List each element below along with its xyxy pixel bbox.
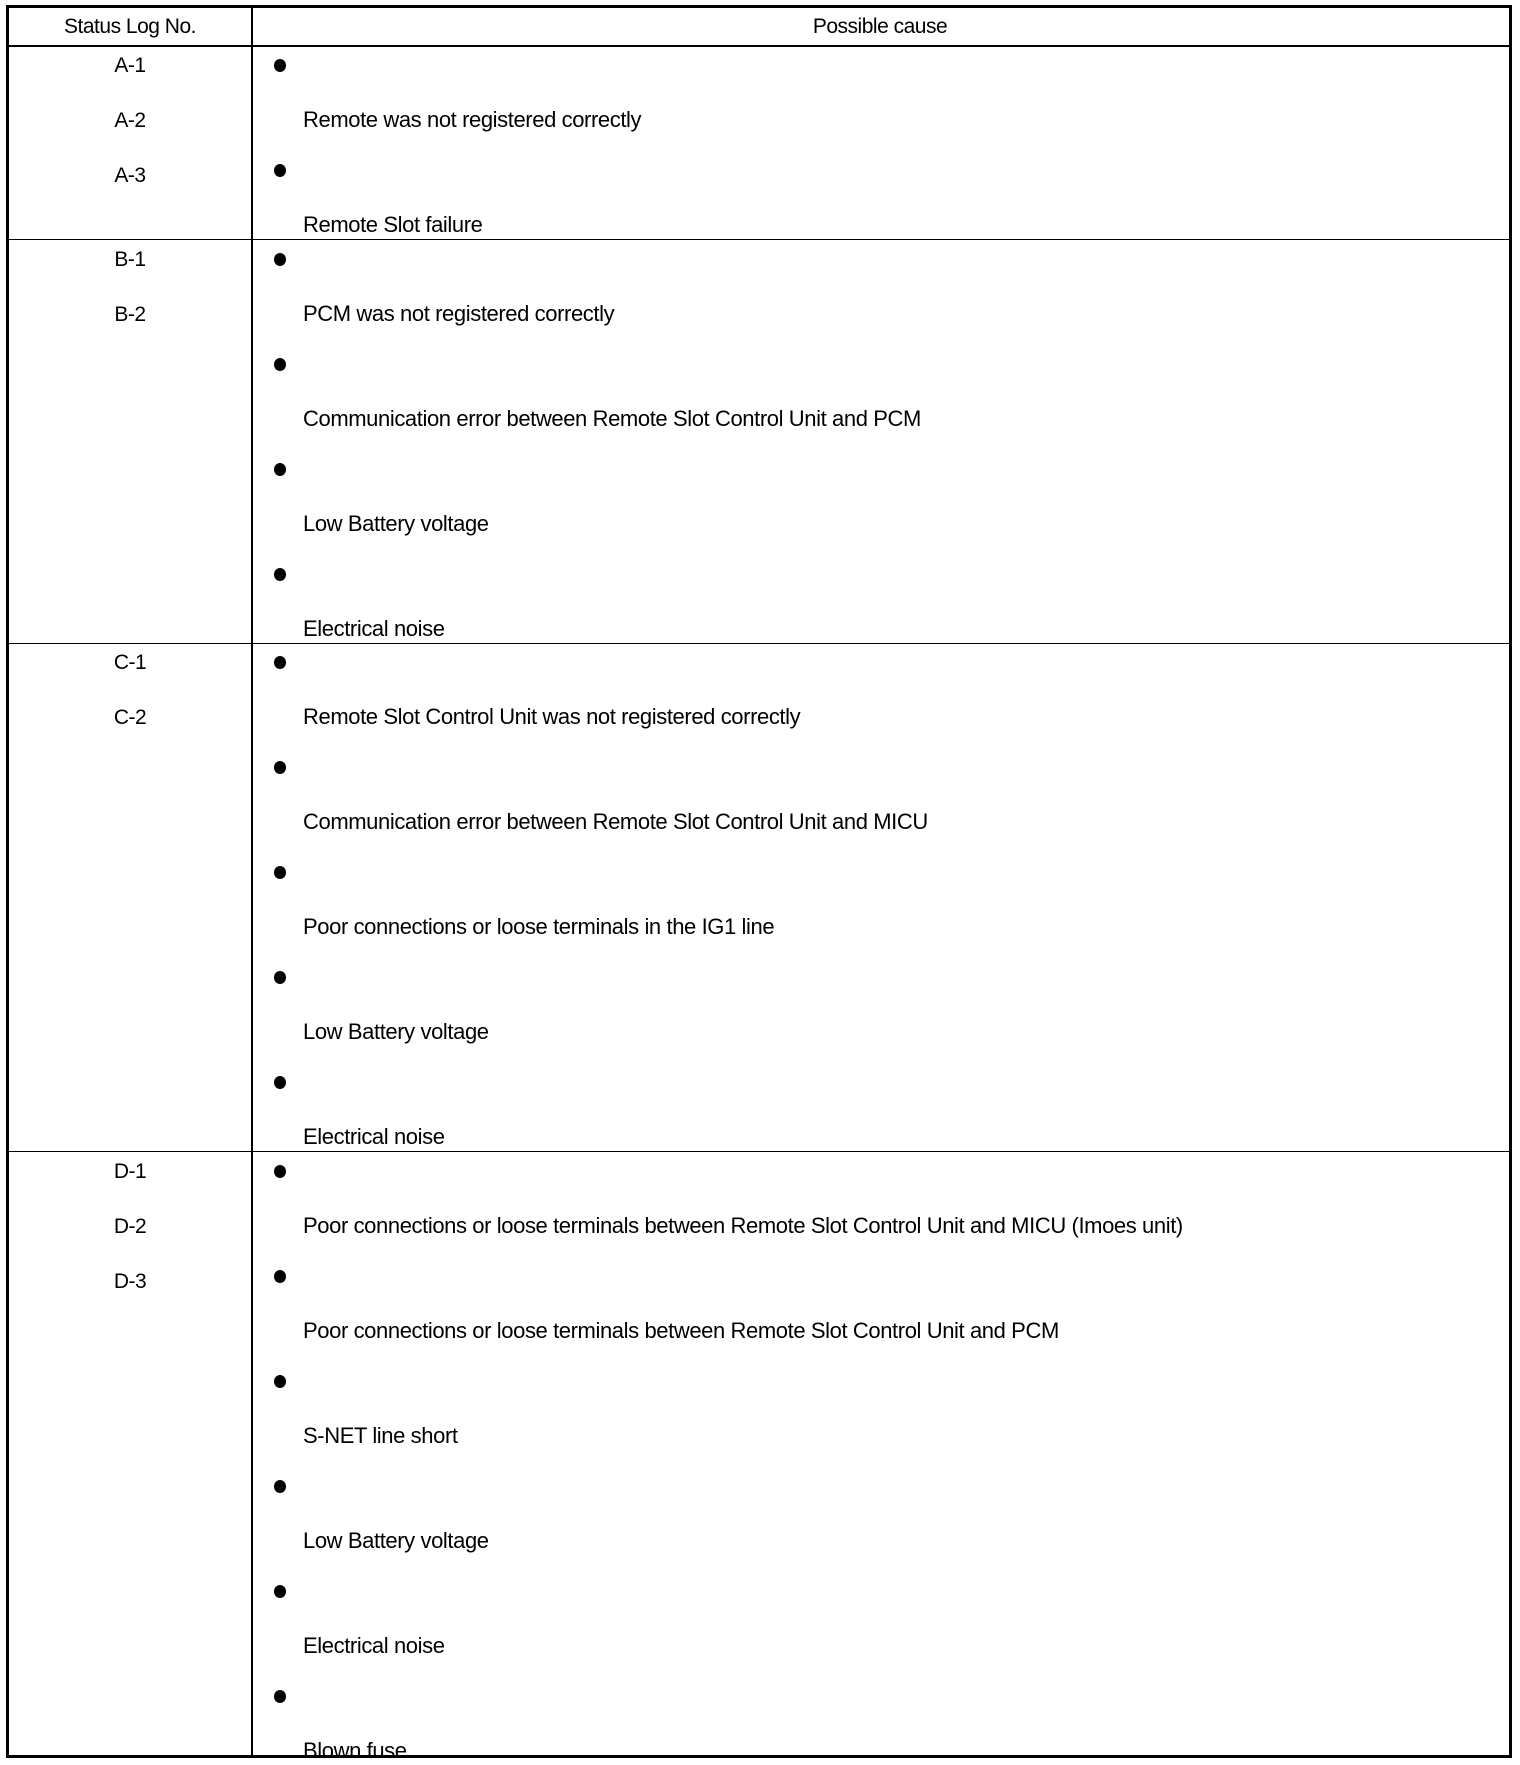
table-row (9, 644, 1509, 1152)
possible-cause-item: Poor connections or loose terminals between Remote Slot Control Unit and PCM (303, 1317, 1059, 1343)
possible-cause-item: Communication error between Remote Slot Control Unit and MICU (303, 809, 928, 834)
possible-cause-item: Poor connections or loose terminals in the IG1 line (303, 914, 775, 939)
possible-cause-item: Low Battery voltage (303, 510, 489, 536)
possible-cause-item: Electrical noise (303, 615, 445, 641)
bullet-icon (274, 866, 286, 879)
status-log-code: B-1 (114, 247, 146, 271)
table-header (9, 8, 1509, 47)
possible-cause-item: Electrical noise (303, 1124, 445, 1149)
status-log-code: A-1 (114, 54, 146, 77)
bullet-icon (274, 59, 286, 72)
status-log-code: C-2 (113, 706, 147, 729)
possible-cause-item: Remote Slot Control Unit was not registered correctly (303, 704, 801, 729)
bullet-icon (274, 761, 286, 774)
column-divider (251, 8, 253, 1755)
possible-cause-item: Low Battery voltage (303, 1019, 489, 1044)
status-log-code: A-2 (114, 109, 146, 132)
bullet-icon (274, 1585, 286, 1598)
possible-cause-item: Low Battery voltage (303, 1527, 489, 1553)
header-possible-cause: Possible cause (812, 15, 948, 38)
possible-cause-item: Electrical noise (303, 1632, 445, 1658)
bullet-icon (274, 1375, 286, 1388)
bullet-icon (274, 656, 286, 669)
possible-cause-item: Blown fuse (303, 1737, 407, 1763)
bullet-icon (274, 358, 286, 371)
bullet-icon (274, 1076, 286, 1089)
bullet-icon (274, 253, 286, 266)
status-log-code: D-1 (113, 1159, 147, 1183)
bullet-icon (274, 1270, 286, 1283)
bullet-icon (274, 1165, 286, 1178)
status-log-table (6, 5, 1512, 1763)
possible-cause-item: Communication error between Remote Slot Control Unit and PCM (303, 405, 921, 431)
bullet-icon (274, 164, 286, 177)
bullet-icon (274, 463, 286, 476)
possible-cause-item: Remote Slot failure (303, 212, 483, 237)
possible-cause-item: PCM was not registered correctly (303, 300, 615, 326)
status-log-code: A-3 (114, 164, 146, 187)
bullet-icon (274, 971, 286, 984)
status-log-code: D-2 (113, 1214, 147, 1238)
table-row (9, 1153, 1509, 1765)
header-status-log-no: Status Log No. (64, 15, 196, 38)
status-log-code: B-2 (114, 302, 146, 326)
possible-cause-item: Poor connections or loose terminals between Remote Slot Control Unit and MICU (Imoes unit) (303, 1212, 1183, 1238)
bullet-icon (274, 568, 286, 581)
table-row (9, 47, 1509, 240)
possible-cause-item: Remote was not registered correctly (303, 107, 642, 132)
possible-cause-item: S-NET line short (303, 1422, 458, 1448)
status-log-code: D-3 (113, 1269, 147, 1293)
bullet-icon (274, 1480, 286, 1493)
status-log-code: C-1 (113, 651, 147, 674)
table-row (9, 241, 1509, 644)
bullet-icon (274, 1690, 286, 1703)
